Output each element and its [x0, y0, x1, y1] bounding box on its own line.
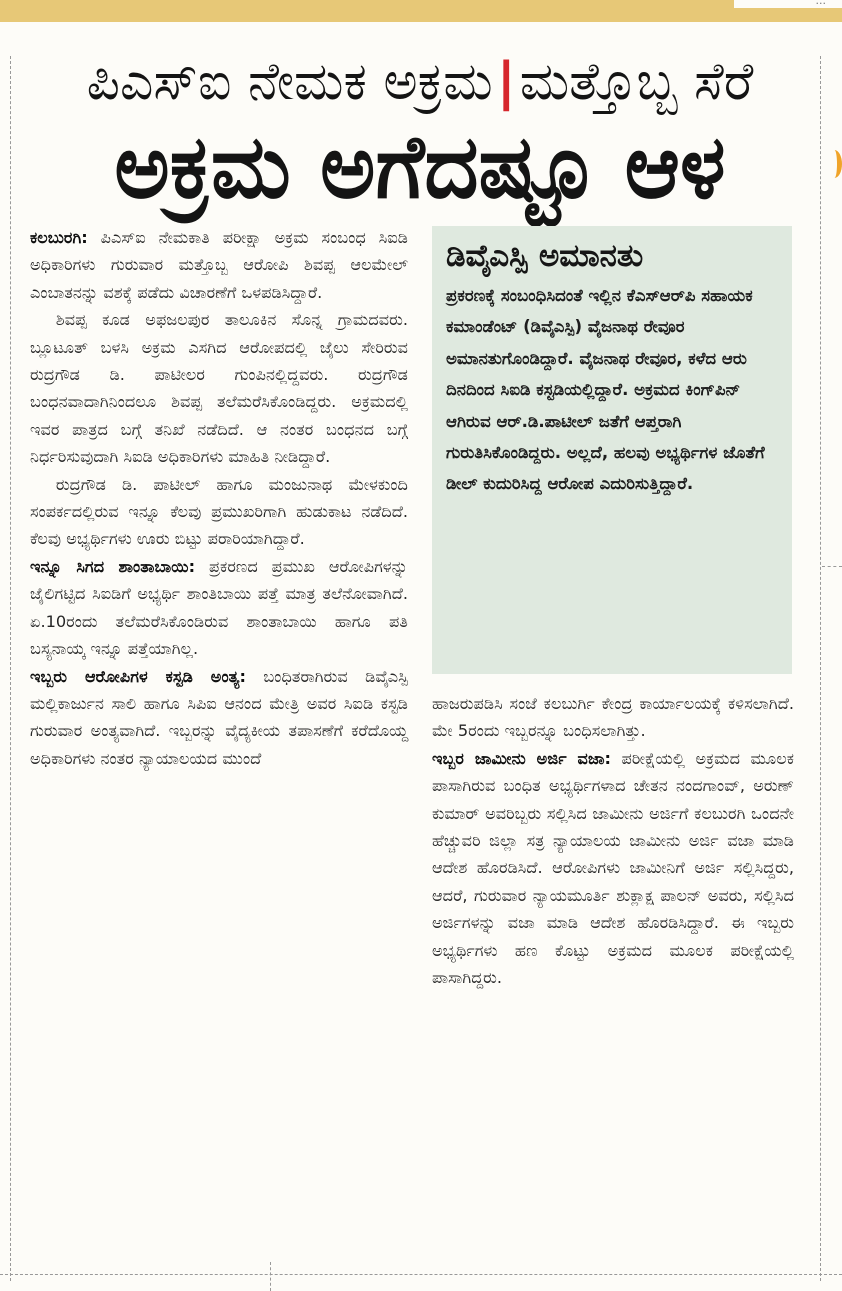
- kicker-left: ಪಿಎಸ್‌ಐ ನೇಮಕ ಅಕ್ರಮ: [86, 52, 493, 112]
- sidebar-title: ಡಿವೈಎಸ್ಪಿ ಅಮಾನತು: [446, 238, 644, 274]
- left-paragraph-3: ರುದ್ರಗೌಡ ಡಿ. ಪಾಟೀಲ್ ಹಾಗೂ ಮಂಜುನಾಥ ಮೇಳಕುಂದಿ ಸಂಪರ್ಕದಲ್ಲಿರುವ ಇನ್ನೂ ಕೆಲವು ಪ್ರಮುಖರಿಗಾಗಿ ಹುಡುಕಾಟ ನಡೆದಿದೆ. ಕೆಲವು ಅಭ್ಯರ್ಥಿಗಳು ಊರು ಬಿಟ್ಟು ಪರಾರಿಯಾಗಿದ್ದಾರೆ.: [30, 474, 408, 549]
- subhead-shanthabai: ಇನ್ನೂ ಸಿಗದ ಶಾಂತಾಬಾಯಿ:: [30, 556, 196, 576]
- left-paragraph-4: ಇನ್ನೂ ಸಿಗದ ಶಾಂತಾಬಾಯಿ: ಪ್ರಕರಣದ ಪ್ರಮುಖ ಆರೋಪಿಗಳನ್ನು ಜೈಲಿಗಟ್ಟಿದ ಸಿಐಡಿಗೆ ಅಭ್ಯರ್ಥಿ ಶಾಂತಿಬಾಯಿ ಪತ್ತೆ ಮಾತ್ರ ತಲೆನೋವಾಗಿದೆ. ಏ.10ರಂದು ತಲೆಮರೆಸಿಕೊಂಡಿರುವ ಶಾಂತಾಬಾಯಿ ಹಾಗೂ ಪತಿ ಬಸ್ಯನಾಯ್ಕ ಇನ್ನೂ ಪತ್ತೆಯಾಗಿಲ್ಲ.: [30, 556, 409, 659]
- left-paragraph-1: ಕಲಬುರಗಿ: ಪಿಎಸ್‌ಐ ನೇಮಕಾತಿ ಪರೀಕ್ಷಾ ಅಕ್ರಮ ಸಂಬಂಧ ಸಿಐಡಿ ಅಧಿಕಾರಿಗಳು ಗುರುವಾರ ಮತ್ತೊಬ್ಬ ಆರೋಪಿ ಶಿವಪ್ಪ ಆಲಮೇಲ್ ಎಂಬಾತನನ್ನು ವಶಕ್ಕೆ ಪಡೆದು ವಿಚಾರಣೆಗೆ ಒಳಪಡಿಸಿದ್ದಾರೆ.: [30, 228, 408, 302]
- right-paragraph-2: ಇಬ್ಬರ ಜಾಮೀನು ಅರ್ಜಿ ವಜಾ: ಪರೀಕ್ಷೆಯಲ್ಲಿ ಅಕ್ರಮದ ಮೂಲಕ ಪಾಸಾಗಿರುವ ಬಂಧಿತ ಅಭ್ಯರ್ಥಿಗಳಾದ ಚೇತನ ನಂದಗಾಂವ್, ಅರುಣ್ ಕುಮಾರ್ ಅವರಿಬ್ಬರು ಸಲ್ಲಿಸಿದ ಜಾಮೀನು ಅರ್ಜಿಗೆ ಕಲಬುರಗಿ ಒಂದನೇ ಹೆಚ್ಚುವರಿ ಜಿಲ್ಲಾ ಸತ್ರ ನ್ಯಾಯಾಲಯ ಜಾಮೀನು ಅರ್ಜಿ ವಜಾ ಮಾಡಿ ಆದೇಶ ಹೊರಡಿಸಿದೆ. ಆರೋಪಿಗಳು ಜಾಮೀನಿಗೆ ಅರ್ಜಿ ಸಲ್ಲಿಸಿದ್ದರು, ಆದರೆ, ಗುರುವಾರ ನ್ಯಾಯಮೂರ್ತಿ ಶುಕ್ಲಾಕ್ಷ ಪಾಲನ್ ಅವರು, ಸಲ್ಲಿಸಿದ ಅರ್ಜಿಗಳನ್ನು ವಜಾ ಮಾಡಿ ಆದೇಶ ಹೊರಡಿಸಿದ್ದಾರೆ. ಈ ಇಬ್ಬರು ಅಭ್ಯರ್ಥಿಗಳು ಹಣ ಕೊಟ್ಟು ಅಕ್ರಮದ ಮೂಲಕ ಪರೀಕ್ಷೆಯಲ್ಲಿ ಪಾಸಾಗಿದ್ದರು.: [432, 748, 794, 988]
- left-border-rule: [10, 56, 11, 1281]
- top-color-band: [0, 0, 842, 22]
- left-column: [30, 224, 408, 772]
- right-paragraph-1: ಹಾಜರುಪಡಿಸಿ ಸಂಜೆ ಕಲಬುರ್ಗಿ ಕೇಂದ್ರ ಕಾರ್ಯಾಲಯಕ್ಕೆ ಕಳಿಸಲಾಗಿದೆ. ಮೇ 5ರಂದು ಇಬ್ಬರನ್ನೂ ಬಂಧಿಸಲಾಗಿತ್ತು.: [432, 694, 794, 741]
- header-corner-text: ...: [815, 0, 826, 7]
- right-column: [432, 690, 794, 991]
- subhead-bail-rejected: ಇಬ್ಬರ ಜಾಮೀನು ಅರ್ಜಿ ವಜಾ:: [432, 748, 612, 768]
- bottom-tick-rule: [270, 1262, 271, 1291]
- side-tick-rule: [822, 566, 842, 567]
- left-paragraph-2: ಶಿವಪ್ಪ ಕೂಡ ಅಫಜಲಪುರ ತಾಲೂಕಿನ ಸೊನ್ನ ಗ್ರಾಮದವರು. ಬ್ಲೂಟೂತ್ ಬಳಸಿ ಅಕ್ರಮ ಎಸಗಿದ ಆರೋಪದಲ್ಲಿ ಜೈಲು ಸೇರಿರುವ ರುದ್ರಗೌಡ ಡಿ. ಪಾಟೀಲರ ಗುಂಪಿನಲ್ಲಿದ್ದವರು. ರುದ್ರಗೌಡ ಬಂಧನವಾದಾಗಿನಿಂದಲೂ ಶಿವಪ್ಪ ತಲೆಮರೆಸಿಕೊಂಡಿದ್ದರು. ಅಕ್ರಮದಲ್ಲಿ ಇವರ ಪಾತ್ರದ ಬಗ್ಗೆ ತನಿಖೆ ನಡೆದಿದೆ. ಆ ನಂತರ ಬಂಧನದ ಬಗ್ಗೆ ನಿರ್ಧರಿಸುವುದಾಗಿ ಸಿಐಡಿ ಅಧಿಕಾರಿಗಳು ಮಾಹಿತಿ ನೀಡಿದ್ದಾರೆ.: [30, 310, 408, 467]
- top-corner: [734, 0, 842, 8]
- bottom-border-rule: [0, 1274, 842, 1275]
- dateline: ಕಲಬುರಗಿ:: [30, 228, 88, 247]
- left-paragraph-5: ಇಬ್ಬರು ಆರೋಪಿಗಳ ಕಸ್ಟಡಿ ಅಂತ್ಯ: ಬಂಧಿತರಾಗಿರುವ ಡಿವೈಎಸ್ಪಿ ಮಲ್ಲಿಕಾರ್ಜುನ ಸಾಲಿ ಹಾಗೂ ಸಿಪಿಐ ಆನಂದ ಮೇತ್ರಿ ಅವರ ಸಿಐಡಿ ಕಸ್ಟಡಿ ಗುರುವಾರ ಅಂತ್ಯವಾಗಿದೆ. ಇಬ್ಬರನ್ನು ವೈದ್ಯಕೀಯ ತಪಾಸಣೆಗೆ ಕರೆದೊಯ್ದ ಅಧಿಕಾರಿಗಳು ನಂತರ ನ್ಯಾಯಾಲಯದ ಮುಂದೆ: [30, 666, 408, 768]
- kicker-right: ಮತ್ತೊಬ್ಬ ಸೆರೆ: [519, 52, 754, 112]
- sidebar-body: ಪ್ರಕರಣಕ್ಕೆ ಸಂಬಂಧಿಸಿದಂತೆ ಇಲ್ಲಿನ ಕೆಎಸ್‌ಆರ್‌ಪಿ ಸಹಾಯಕ ಕಮಾಂಡೆಂಟ್ (ಡಿವೈಎಸ್ಪಿ) ವೈಜನಾಥ ರೇವೂರ ಅಮಾನತುಗೊಂಡಿದ್ದಾರೆ. ವೈಜನಾಥ ರೇವೂರ, ಕಳೆದ ಆರು ದಿನದಿಂದ ಸಿಐಡಿ ಕಸ್ಟಡಿಯಲ್ಲಿದ್ದಾರೆ. ಅಕ್ರಮದ ಕಿಂಗ್‌ಪಿನ್ ಆಗಿರುವ ಆರ್.ಡಿ.ಪಾಟೀಲ್ ಜತೆಗೆ ಆಪ್ತರಾಗಿ ಗುರುತಿಸಿಕೊಂಡಿದ್ದರು. ಅಲ್ಲದೆ, ಹಲವು ಅಭ್ಯರ್ಥಿಗಳ ಜೊತೆಗೆ ಡೀಲ್ ಕುದುರಿಸಿದ್ದ ಆರೋಪ ಎದುರಿಸುತ್ತಿದ್ದಾರೆ.: [446, 286, 765, 494]
- page-edge-mark: [827, 150, 842, 178]
- kicker-headline: [24, 50, 816, 114]
- kicker-separator: |: [496, 52, 516, 112]
- main-headline: ಅಕ್ರಮ ಅಗೆದಷ್ಟೂ ಆಳ: [114, 115, 726, 219]
- subhead-custody-end: ಇಬ್ಬರು ಆರೋಪಿಗಳ ಕಸ್ಟಡಿ ಅಂತ್ಯ:: [30, 666, 246, 686]
- right-border-rule: [820, 56, 821, 1281]
- sidebar-box: [432, 226, 792, 674]
